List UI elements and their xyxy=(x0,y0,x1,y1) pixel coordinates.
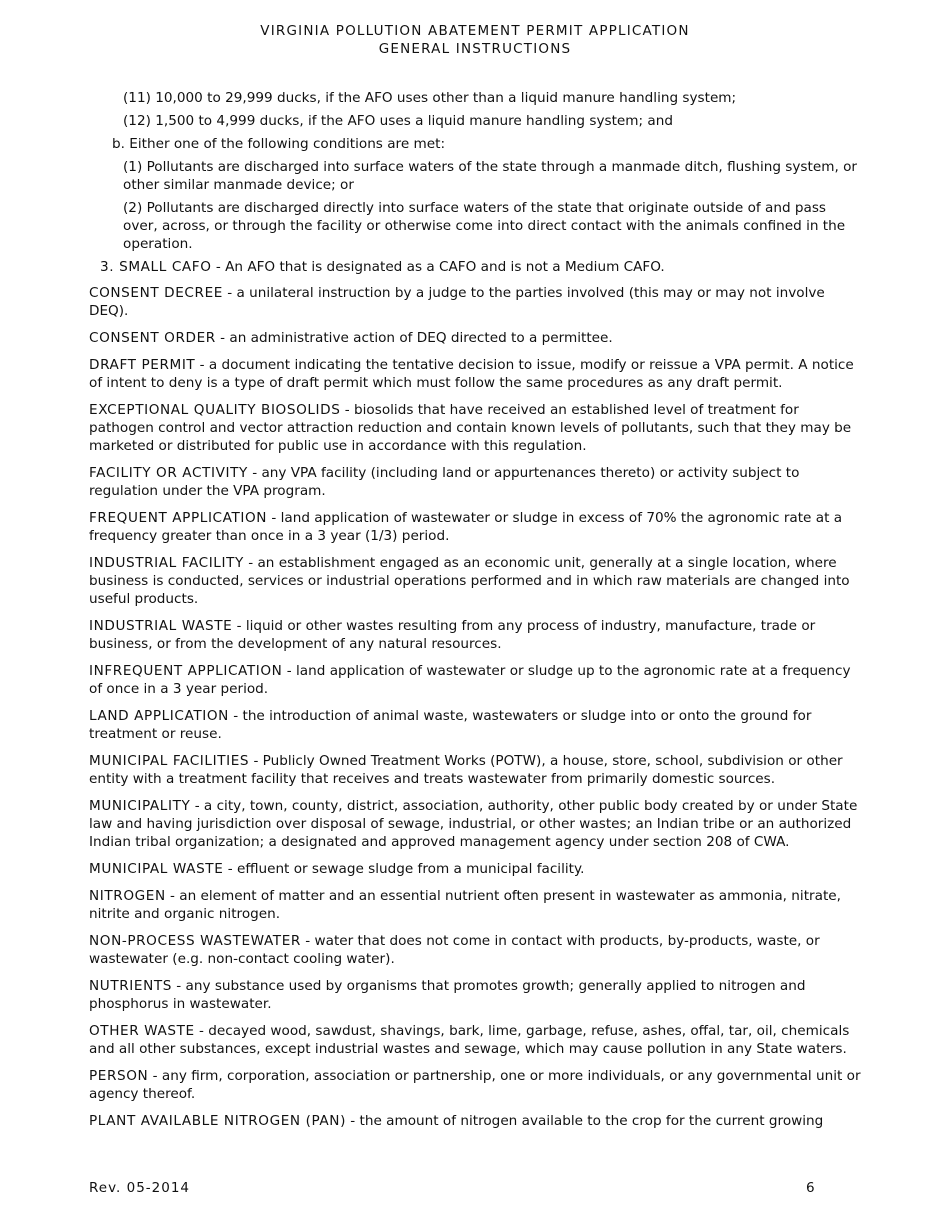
list-item-12: (12) 1,500 to 4,999 ducks, if the AFO uses a liquid manure handling system; and xyxy=(123,113,673,129)
definition-term: CONSENT DECREE xyxy=(89,285,223,301)
definition-term: INDUSTRIAL WASTE xyxy=(89,618,233,634)
definition-text: - Publicly Owned Treatment Works (POTW), a house, store, school, subdivision or other entity with a treatment facility that receives and treats wastewater from primarily domestic sources. xyxy=(89,753,843,787)
definition-text: - an administrative action of DEQ directed to a permittee. xyxy=(215,330,613,346)
definition-nutrients xyxy=(89,977,861,1013)
definition-text: - land application of wastewater or sludge up to the agronomic rate at a frequency of once in a 3 year period. xyxy=(89,663,851,697)
definition-term: EXCEPTIONAL QUALITY BIOSOLIDS xyxy=(89,402,341,418)
definition-term: INFREQUENT APPLICATION xyxy=(89,663,283,679)
list-item-3-term: 3. SMALL CAFO xyxy=(100,259,212,275)
definition-consent-order xyxy=(89,329,861,347)
definition-industrial-waste xyxy=(89,617,861,653)
document-title: VIRGINIA POLLUTION ABATEMENT PERMIT APPLICATION xyxy=(260,23,690,39)
definition-term: NON-PROCESS WASTEWATER xyxy=(89,933,301,949)
definition-text: - an element of matter and an essential nutrient often present in wastewater as ammonia, nitrate, nitrite and organic nitrogen. xyxy=(89,888,841,922)
definition-term: MUNICIPALITY xyxy=(89,798,191,814)
list-item-b: b. Either one of the following conditions are met: xyxy=(112,136,446,152)
document-body xyxy=(89,89,861,1139)
definition-text: - any substance used by organisms that promotes growth; generally applied to nitrogen and phosphorus in wastewater. xyxy=(89,978,806,1012)
definition-municipal-facilities xyxy=(89,752,861,788)
definition-term: INDUSTRIAL FACILITY xyxy=(89,555,244,571)
list-item-3 xyxy=(100,258,861,276)
definition-consent-decree xyxy=(89,284,861,320)
definition-non-process-wastewater xyxy=(89,932,861,968)
definition-term: PLANT AVAILABLE NITROGEN (PAN) xyxy=(89,1113,346,1129)
definition-term: NUTRIENTS xyxy=(89,978,172,994)
definition-municipality xyxy=(89,797,861,851)
list-item-11: (11) 10,000 to 29,999 ducks, if the AFO uses other than a liquid manure handling system; xyxy=(123,90,737,106)
definition-term: MUNICIPAL FACILITIES xyxy=(89,753,250,769)
definition-exceptional-quality-biosolids xyxy=(89,401,861,455)
page-number: 6 xyxy=(806,1180,815,1196)
definition-land-application xyxy=(89,707,861,743)
definition-other-waste xyxy=(89,1022,861,1058)
definition-text: - the introduction of animal waste, wastewaters or sludge into or onto the ground for treatment or reuse. xyxy=(89,708,812,742)
list-item-3-text: - An AFO that is designated as a CAFO and is not a Medium CAFO. xyxy=(211,259,665,275)
definition-frequent-application xyxy=(89,509,861,545)
definition-text: - an establishment engaged as an economic unit, generally at a single location, where business is conducted, services or industrial operations performed and in which raw materials are changed into useful products. xyxy=(89,555,850,607)
list-item-b2: (2) Pollutants are discharged directly into surface waters of the state that originate outside of and pass over, across, or through the facility or otherwise come into direct contact with the animals confined in the operation. xyxy=(123,200,846,252)
definition-text: - a document indicating the tentative decision to issue, modify or reissue a VPA permit. A notice of intent to deny is a type of draft permit which must follow the same procedures as any draft permit. xyxy=(89,357,854,391)
definition-person xyxy=(89,1067,861,1103)
definition-facility-or-activity xyxy=(89,464,861,500)
definition-term: MUNICIPAL WASTE xyxy=(89,861,224,877)
definition-text: - land application of wastewater or sludge in excess of 70% the agronomic rate at a frequency greater than once in a 3 year (1/3) period. xyxy=(89,510,843,544)
definition-draft-permit xyxy=(89,356,861,392)
document-subtitle: GENERAL INSTRUCTIONS xyxy=(378,41,572,57)
definition-text: - liquid or other wastes resulting from any process of industry, manufacture, trade or business, or from the development of any natural resources. xyxy=(89,618,816,652)
definition-text: - a city, town, county, district, association, authority, other public body created by or under State law and having jurisdiction over disposal of sewage, industrial, or other wastes; an Indian tribe or an authorized Indian tribal organization; a designated and approved management agency under section 208 of CWA. xyxy=(89,798,858,850)
definition-text: - any VPA facility (including land or appurtenances thereto) or activity subject to regulation under the VPA program. xyxy=(89,465,800,499)
definition-municipal-waste xyxy=(89,860,861,878)
definition-text: - a unilateral instruction by a judge to the parties involved (this may or may not involve DEQ). xyxy=(89,285,825,319)
definition-text: - decayed wood, sawdust, shavings, bark, lime, garbage, refuse, ashes, offal, tar, oil, chemicals and all other substances, except industrial wastes and sewage, which may cause pollution in any State waters. xyxy=(89,1023,850,1057)
definition-text: - water that does not come in contact with products, by-products, waste, or wastewater (e.g. non-contact cooling water). xyxy=(89,933,820,967)
definition-term: DRAFT PERMIT xyxy=(89,357,196,373)
definition-industrial-facility xyxy=(89,554,861,608)
list-item-b1: (1) Pollutants are discharged into surface waters of the state through a manmade ditch, flushing system, or other similar manmade device; or xyxy=(123,159,857,193)
definition-text: - the amount of nitrogen available to the crop for the current growing xyxy=(345,1113,824,1129)
definition-text: - any firm, corporation, association or partnership, one or more individuals, or any governmental unit or agency thereof. xyxy=(89,1068,861,1102)
page-header xyxy=(0,22,950,58)
definition-nitrogen xyxy=(89,887,861,923)
definition-term: OTHER WASTE xyxy=(89,1023,195,1039)
definition-text: - effluent or sewage sludge from a municipal facility. xyxy=(223,861,585,877)
definition-term: CONSENT ORDER xyxy=(89,330,216,346)
definition-term: FREQUENT APPLICATION xyxy=(89,510,268,526)
definition-term: LAND APPLICATION xyxy=(89,708,229,724)
definition-infrequent-application xyxy=(89,662,861,698)
definition-term: NITROGEN xyxy=(89,888,166,904)
definition-text: - biosolids that have received an established level of treatment for pathogen control and vector attraction reduction and contain known levels of pollutants, such that they may be marketed or distributed for public use in accordance with this regulation. xyxy=(89,402,852,454)
definition-plant-available-nitrogen xyxy=(89,1112,861,1130)
definition-term: PERSON xyxy=(89,1068,149,1084)
revision-label: Rev. 05-2014 xyxy=(89,1180,191,1196)
definition-term: FACILITY OR ACTIVITY xyxy=(89,465,248,481)
